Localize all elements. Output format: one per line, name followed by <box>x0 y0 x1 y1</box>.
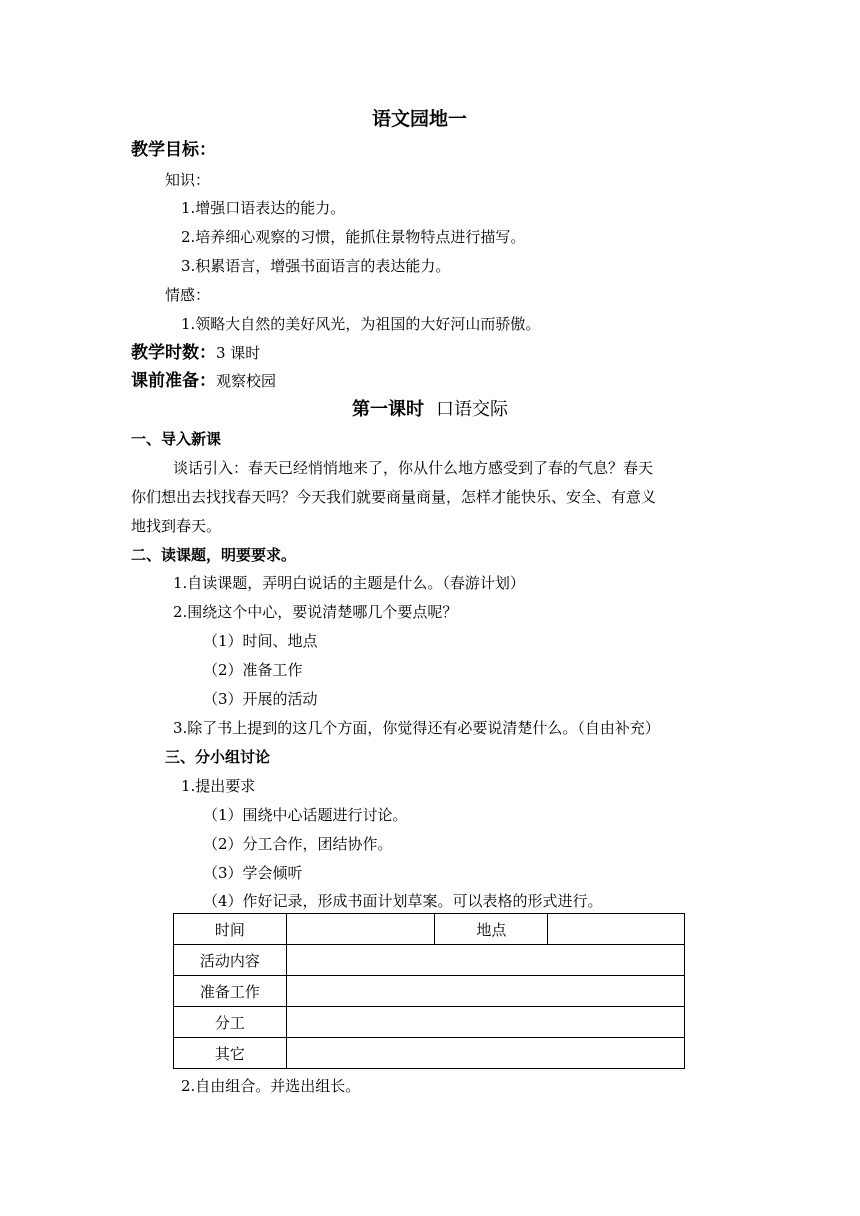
section3-item: 2.自由组合。并选出组长。 <box>181 1077 361 1095</box>
section3-sub: （4）作好记录，形成书面计划草案。可以表格的形式进行。 <box>203 892 603 910</box>
row-value-cell <box>286 1007 684 1038</box>
table-row <box>174 1007 685 1038</box>
row-value-cell <box>286 1038 684 1069</box>
lesson-subtitle: 口语交际 <box>436 399 508 420</box>
place-label-cell: 地点 <box>435 914 548 945</box>
section3-sub: （1）围绕中心话题进行讨论。 <box>203 806 408 824</box>
goals-heading: 教学目标： <box>131 140 216 160</box>
section2-sub: （1）时间、地点 <box>203 632 318 650</box>
row-label-cell: 其它 <box>174 1038 287 1069</box>
row-value-cell <box>286 945 684 976</box>
time-value-cell <box>286 914 435 945</box>
section3-sub: （3）学会倾听 <box>203 864 303 882</box>
row-label-cell: 活动内容 <box>174 945 287 976</box>
knowledge-item: 2.培养细心观察的习惯，能抓住景物特点进行描写。 <box>181 228 526 246</box>
section1-para-line: 地找到春天。 <box>131 517 222 535</box>
section2-sub: （3）开展的活动 <box>203 690 318 708</box>
row-label-cell: 准备工作 <box>174 976 287 1007</box>
section1-para-line: 谈话引入：春天已经悄悄地来了，你从什么地方感受到了春的气息？春天 <box>173 459 654 477</box>
section3-item: 1.提出要求 <box>181 777 256 795</box>
section1-para-line: 你们想出去找找春天吗？今天我们就要商量商量，怎样才能快乐、安全、有意义 <box>131 488 657 506</box>
section3-sub: （2）分工合作，团结协作。 <box>203 835 393 853</box>
section1-heading: 一、导入新课 <box>131 430 222 448</box>
prep-label: 课前准备： <box>131 371 216 391</box>
section2-heading: 二、读课题，明要要求。 <box>131 546 297 564</box>
knowledge-item: 3.积累语言，增强书面语言的表达能力。 <box>181 257 451 275</box>
table-row <box>174 945 685 976</box>
lesson-title: 第一课时 <box>352 399 424 420</box>
section2-item: 2.围绕这个中心，要说清楚哪几个要点呢？ <box>173 603 458 621</box>
preparation <box>131 370 276 392</box>
hours-value: 3 课时 <box>216 344 261 362</box>
knowledge-item: 1.增强口语表达的能力。 <box>181 199 346 217</box>
section3-heading: 三、分小组讨论 <box>165 748 271 766</box>
teaching-hours <box>131 342 260 364</box>
time-label-cell: 时间 <box>174 914 287 945</box>
lesson-heading <box>352 399 508 421</box>
prep-value: 观察校园 <box>216 372 277 390</box>
section2-item: 3.除了书上提到的这几个方面，你觉得还有必要说清楚什么。（自由补充） <box>173 719 660 737</box>
knowledge-label: 知识： <box>165 171 211 189</box>
section2-sub: （2）准备工作 <box>203 661 303 679</box>
table-row <box>174 914 685 945</box>
document-title: 语文园地一 <box>372 108 468 130</box>
row-value-cell <box>286 976 684 1007</box>
emotion-item: 1.领略大自然的美好风光，为祖国的大好河山而骄傲。 <box>181 315 541 333</box>
table-row <box>174 976 685 1007</box>
row-label-cell: 分工 <box>174 1007 287 1038</box>
table-row <box>174 1038 685 1069</box>
plan-table <box>173 913 685 1069</box>
section2-item: 1.自读课题，弄明白说话的主题是什么。（春游计划） <box>173 574 525 592</box>
place-value-cell <box>548 914 685 945</box>
hours-label: 教学时数： <box>131 343 216 363</box>
emotion-label: 情感： <box>165 286 211 304</box>
